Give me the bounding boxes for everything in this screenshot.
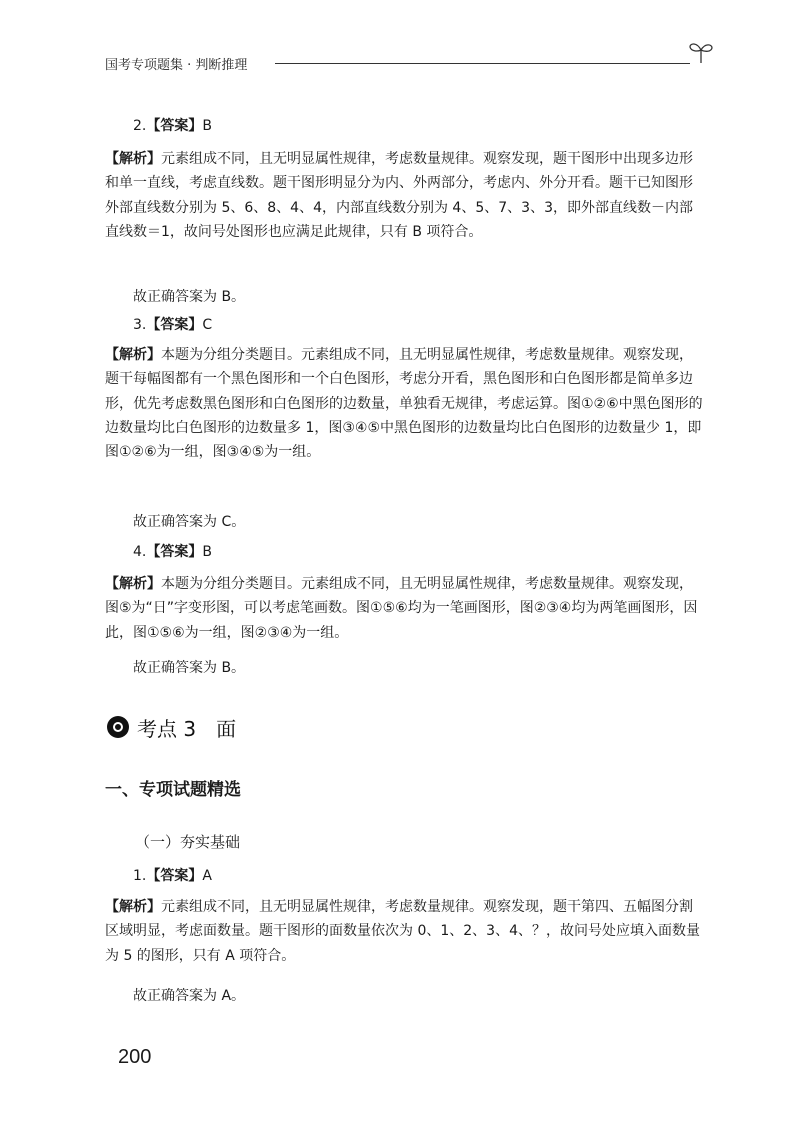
subsection-title: （一）夯实基础 xyxy=(135,833,241,851)
item-1-conclusion: 故正确答案为 A。 xyxy=(133,988,246,1004)
header-rule xyxy=(275,63,690,64)
sprout-icon xyxy=(688,40,714,64)
kaodian-bullet-icon xyxy=(107,716,129,738)
item-2-conclusion: 故正确答案为 B。 xyxy=(133,289,246,305)
item-1-answer: 1.【答案】A xyxy=(133,868,212,884)
item-4-conclusion: 故正确答案为 B。 xyxy=(133,660,246,676)
running-header: 国考专项题集 · 判断推理 xyxy=(105,58,248,73)
kaodian-heading: 考点 3 面 xyxy=(137,717,237,741)
item-3-conclusion: 故正确答案为 C。 xyxy=(133,514,246,530)
item-4-analysis: 【解析】本题为分组分类题目。元素组成不同，且无明显属性规律，考虑数量规律。观察发现，图⑤为“日”字变形图，可以考虑笔画数。图①⑤⑥均为一笔画图形，图②③④均为两笔画图形，因此，图①⑤⑥为一组，图②③④为一组。 xyxy=(105,576,698,641)
item-2-answer: 2.【答案】B xyxy=(133,118,212,134)
item-3-answer: 3.【答案】C xyxy=(133,317,213,333)
section-title: 一、专项试题精选 xyxy=(105,780,241,800)
page-number: 200 xyxy=(118,1046,152,1068)
item-4-answer: 4.【答案】B xyxy=(133,544,212,560)
item-1-analysis: 【解析】元素组成不同，且无明显属性规律，考虑数量规律。观察发现，题干第四、五幅图分割区域明显，考虑面数量。题干图形的面数量依次为 0、1、2、3、4、？，故问号处应填入面数量为 5 的图形，只有 A 项符合。 xyxy=(105,899,700,964)
item-2-analysis: 【解析】元素组成不同，且无明显属性规律，考虑数量规律。观察发现，题干图形中出现多边形和单一直线，考虑直线数。题干图形明显分为内、外两部分，考虑内、外分开看。题干已知图形外部直线数分别为 5、6、8、4、4，内部直线数分别为 4、5、7、3、3，即外部直线数－内部直线数＝1，故问号处图形也应满足此规律，只有 B 项符合。 xyxy=(105,151,693,240)
item-3-analysis: 【解析】本题为分组分类题目。元素组成不同，且无明显属性规律，考虑数量规律。观察发现，题干每幅图都有一个黑色图形和一个白色图形，考虑分开看，黑色图形和白色图形都是简单多边形，优先考虑数黑色图形和白色图形的边数量，单独看无规律，考虑运算。图①②⑥中黑色图形的边数量均比白色图形的边数量多 1，图③④⑤中黑色图形的边数量均比白色图形的边数量少 1，即图①②⑥为一组，图③④⑤为一组。 xyxy=(105,347,703,461)
